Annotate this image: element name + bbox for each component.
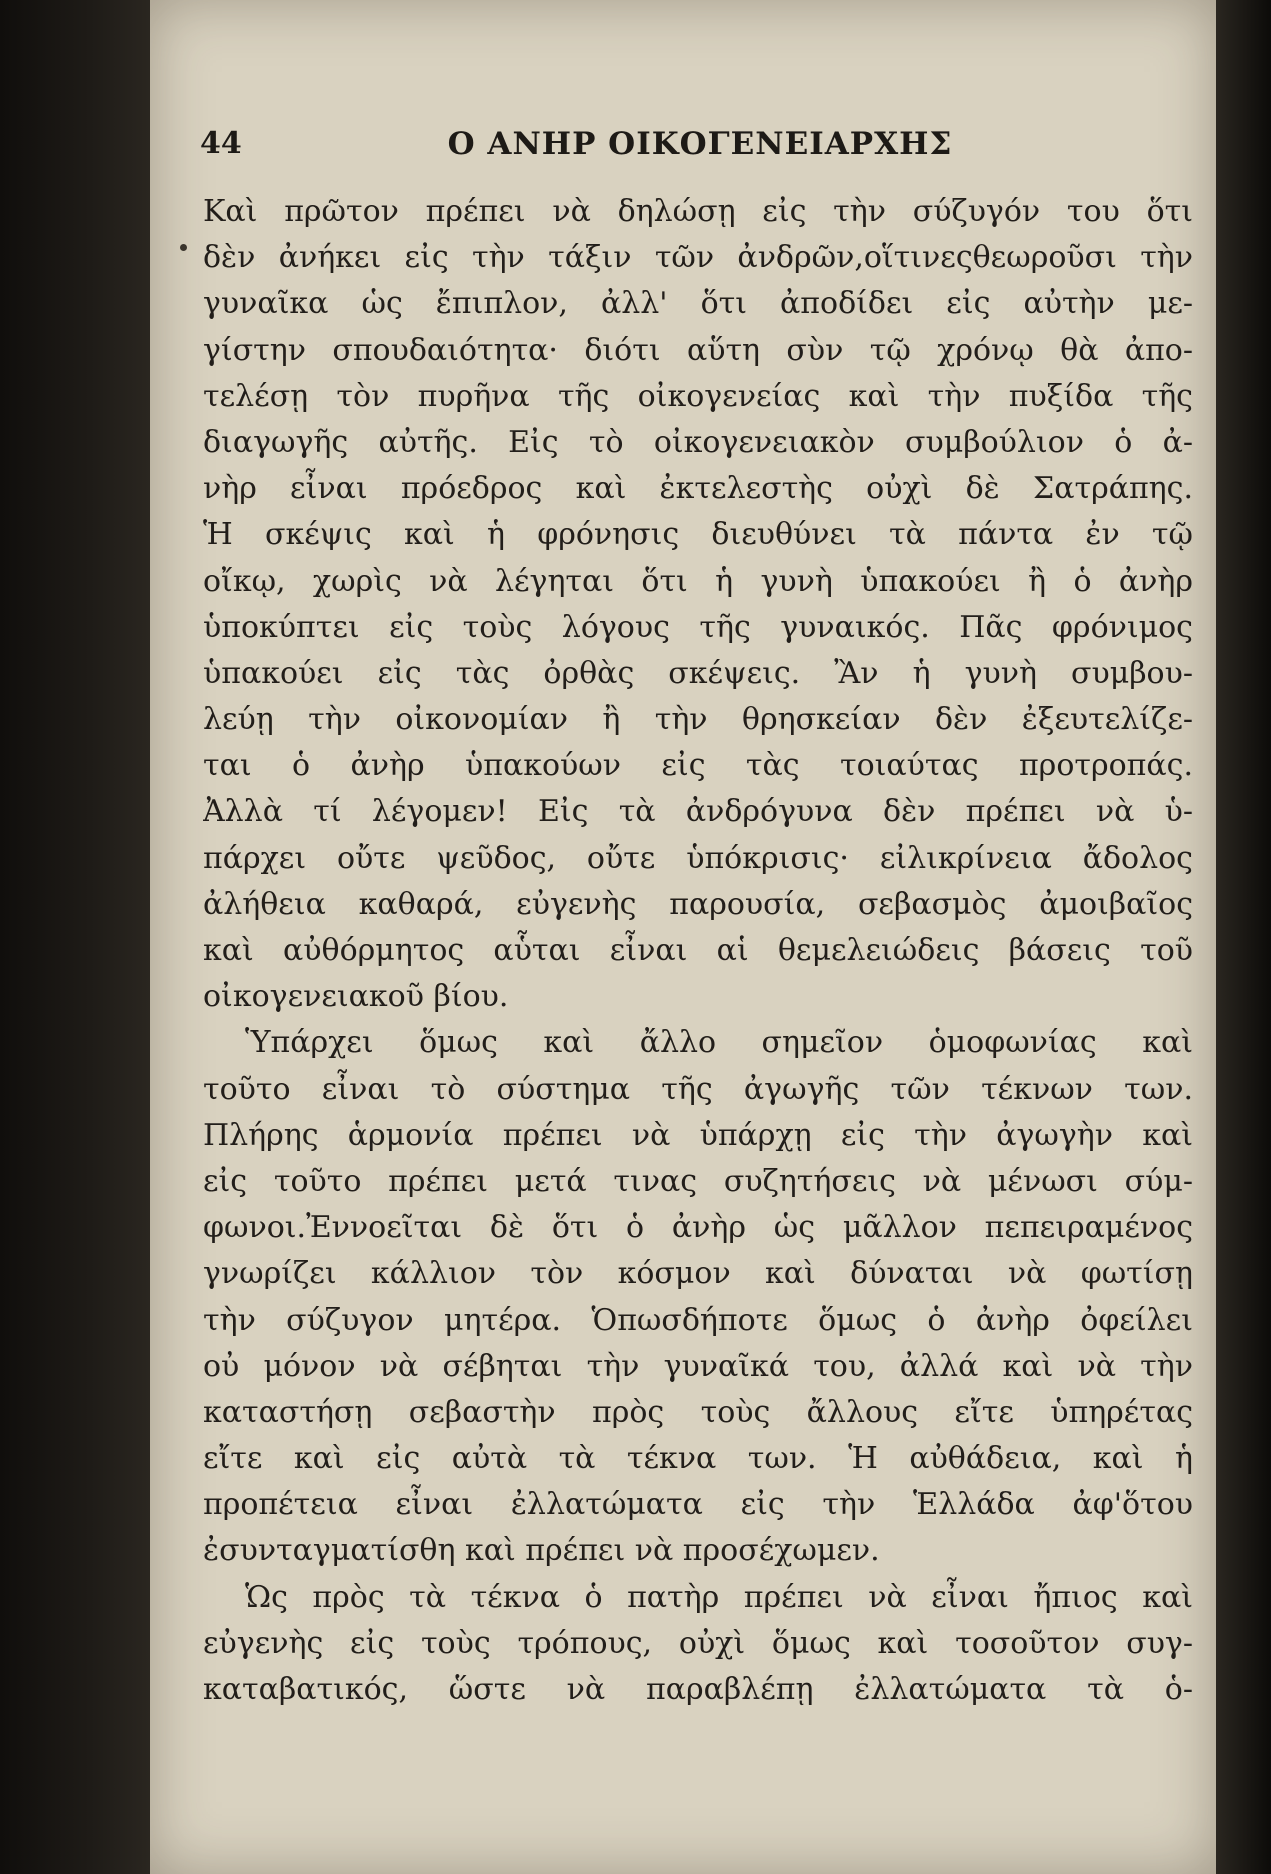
text-line: εὐγενὴς εἰς τοὺς τρόπους, οὐχὶ ὅμως καὶ τοσοῦτον συγ- bbox=[203, 1625, 1193, 1661]
text-line: Ἀλλὰ τί λέγομεν! Εἰς τὰ ἀνδρόγυνα δὲν πρέπει νὰ ὑ- bbox=[203, 794, 1193, 830]
text-line: καὶ αὐθόρμητος αὗται εἶναι αἱ θεμελειώδεις βάσεις τοῦ bbox=[203, 933, 1193, 968]
text-line: οὐ μόνον νὰ σέβηται τὴν γυναῖκά του, ἀλλά καὶ νὰ τὴν bbox=[203, 1348, 1193, 1384]
text-line: Ὡς πρὸς τὰ τέκνα ὁ πατὴρ πρέπει νὰ εἶναι ἤπιος καὶ bbox=[245, 1579, 1193, 1615]
text-line: ται ὁ ἀνὴρ ὑπακούων εἰς τὰς τοιαύτας προτροπάς. bbox=[203, 748, 1193, 784]
text-line: λεύῃ τὴν οἰκονομίαν ἢ τὴν θρησκείαν δὲν ἐξευτελίζε- bbox=[203, 702, 1193, 738]
text-line: πάρχει οὔτε ψεῦδος, οὔτε ὑπόκρισις· εἰλικρίνεια ἄδολος bbox=[203, 840, 1193, 876]
margin-ink-dot bbox=[180, 244, 187, 251]
text-line: Ὑπάρχει ὅμως καὶ ἄλλο σημεῖον ὁμοφωνίας καὶ bbox=[245, 1025, 1193, 1061]
text-line: φωνοι.Ἐννοεῖται δὲ ὅτι ὁ ἀνὴρ ὡς μᾶλλον πεπειραμένος bbox=[203, 1210, 1193, 1246]
text-line: ἐσυνταγματίσθη καὶ πρέπει νὰ προσέχωμεν. bbox=[203, 1533, 880, 1569]
text-line: καταβατικός, ὥστε νὰ παραβλέπῃ ἐλλατώματα τὰ ὁ- bbox=[203, 1672, 1193, 1707]
text-line: δὲν ἀνήκει εἰς τὴν τάξιν τῶν ἀνδρῶν,οἵτινεςθεωροῦσι τὴν bbox=[203, 240, 1193, 276]
page-header bbox=[200, 126, 1200, 172]
text-line: γνωρίζει κάλλιον τὸν κόσμον καὶ δύναται νὰ φωτίσῃ bbox=[203, 1256, 1193, 1292]
page-body-text bbox=[203, 189, 1193, 1713]
text-line: τὴν σύζυγον μητέρα. Ὁπωσδήποτε ὅμως ὁ ἀνὴρ ὀφείλει bbox=[203, 1302, 1193, 1338]
text-line: ὑπακούει εἰς τὰς ὀρθὰς σκέψεις. Ἂν ἡ γυνὴ συμβου- bbox=[203, 655, 1193, 691]
book-page bbox=[150, 0, 1216, 1874]
text-line: Πλήρης ἁρμονία πρέπει νὰ ὑπάρχῃ εἰς τὴν ἀγωγὴν καὶ bbox=[203, 1117, 1193, 1153]
text-line: ἀλήθεια καθαρά, εὐγενὴς παρουσία, σεβασμὸς ἀμοιβαῖος bbox=[203, 886, 1193, 922]
text-line: τελέσῃ τὸν πυρῆνα τῆς οἰκογενείας καὶ τὴν πυξίδα τῆς bbox=[203, 378, 1193, 414]
text-line: εἴτε καὶ εἰς αὐτὰ τὰ τέκνα των. Ἡ αὐθάδεια, καὶ ἡ bbox=[203, 1441, 1193, 1477]
running-title: Ο ΑΝΗΡ ΟΙΚΟΓΕΝΕΙΑΡΧΗΣ bbox=[447, 126, 953, 162]
text-line: οἴκῳ, χωρὶς νὰ λέγηται ὅτι ἡ γυνὴ ὑπακούει ἢ ὁ ἀνὴρ bbox=[203, 563, 1193, 599]
scan-dark-margin-right bbox=[1216, 0, 1271, 1874]
text-line: οἰκογενειακοῦ βίου. bbox=[203, 979, 509, 1015]
text-line: γυναῖκα ὡς ἔπιπλον, ἀλλ' ὅτι ἀποδίδει εἰς αὐτὴν με- bbox=[203, 286, 1193, 322]
text-line: ὑποκύπτει εἰς τοὺς λόγους τῆς γυναικός. Πᾶς φρόνιμος bbox=[203, 609, 1193, 645]
page-number: 44 bbox=[200, 126, 242, 161]
text-line: εἰς τοῦτο πρέπει μετά τινας συζητήσεις νὰ μένωσι σύμ- bbox=[203, 1163, 1193, 1199]
text-line: Ἡ σκέψις καὶ ἡ φρόνησις διευθύνει τὰ πάντα ἐν τῷ bbox=[203, 517, 1193, 553]
text-line: διαγωγῆς αὐτῆς. Εἰς τὸ οἰκογενειακὸν συμβούλιον ὁ ἀ- bbox=[203, 424, 1193, 460]
text-line: τοῦτο εἶναι τὸ σύστημα τῆς ἀγωγῆς τῶν τέκνων των. bbox=[203, 1071, 1193, 1107]
text-line: γίστην σπουδαιότητα· διότι αὕτη σὺν τῷ χρόνῳ θὰ ἀπο- bbox=[203, 332, 1193, 368]
scan-dark-margin-left bbox=[0, 0, 150, 1874]
text-line: νὴρ εἶναι πρόεδρος καὶ ἐκτελεστὴς οὐχὶ δὲ Σατράπης. bbox=[203, 471, 1193, 507]
text-line: καταστήσῃ σεβαστὴν πρὸς τοὺς ἄλλους εἴτε ὑπηρέτας bbox=[203, 1394, 1193, 1430]
text-line: Καὶ πρῶτον πρέπει νὰ δηλώσῃ εἰς τὴν σύζυγόν του ὅτι bbox=[203, 194, 1193, 229]
text-line: προπέτεια εἶναι ἐλλατώματα εἰς τὴν Ἑλλάδα ἀφ'ὅτου bbox=[203, 1487, 1193, 1523]
